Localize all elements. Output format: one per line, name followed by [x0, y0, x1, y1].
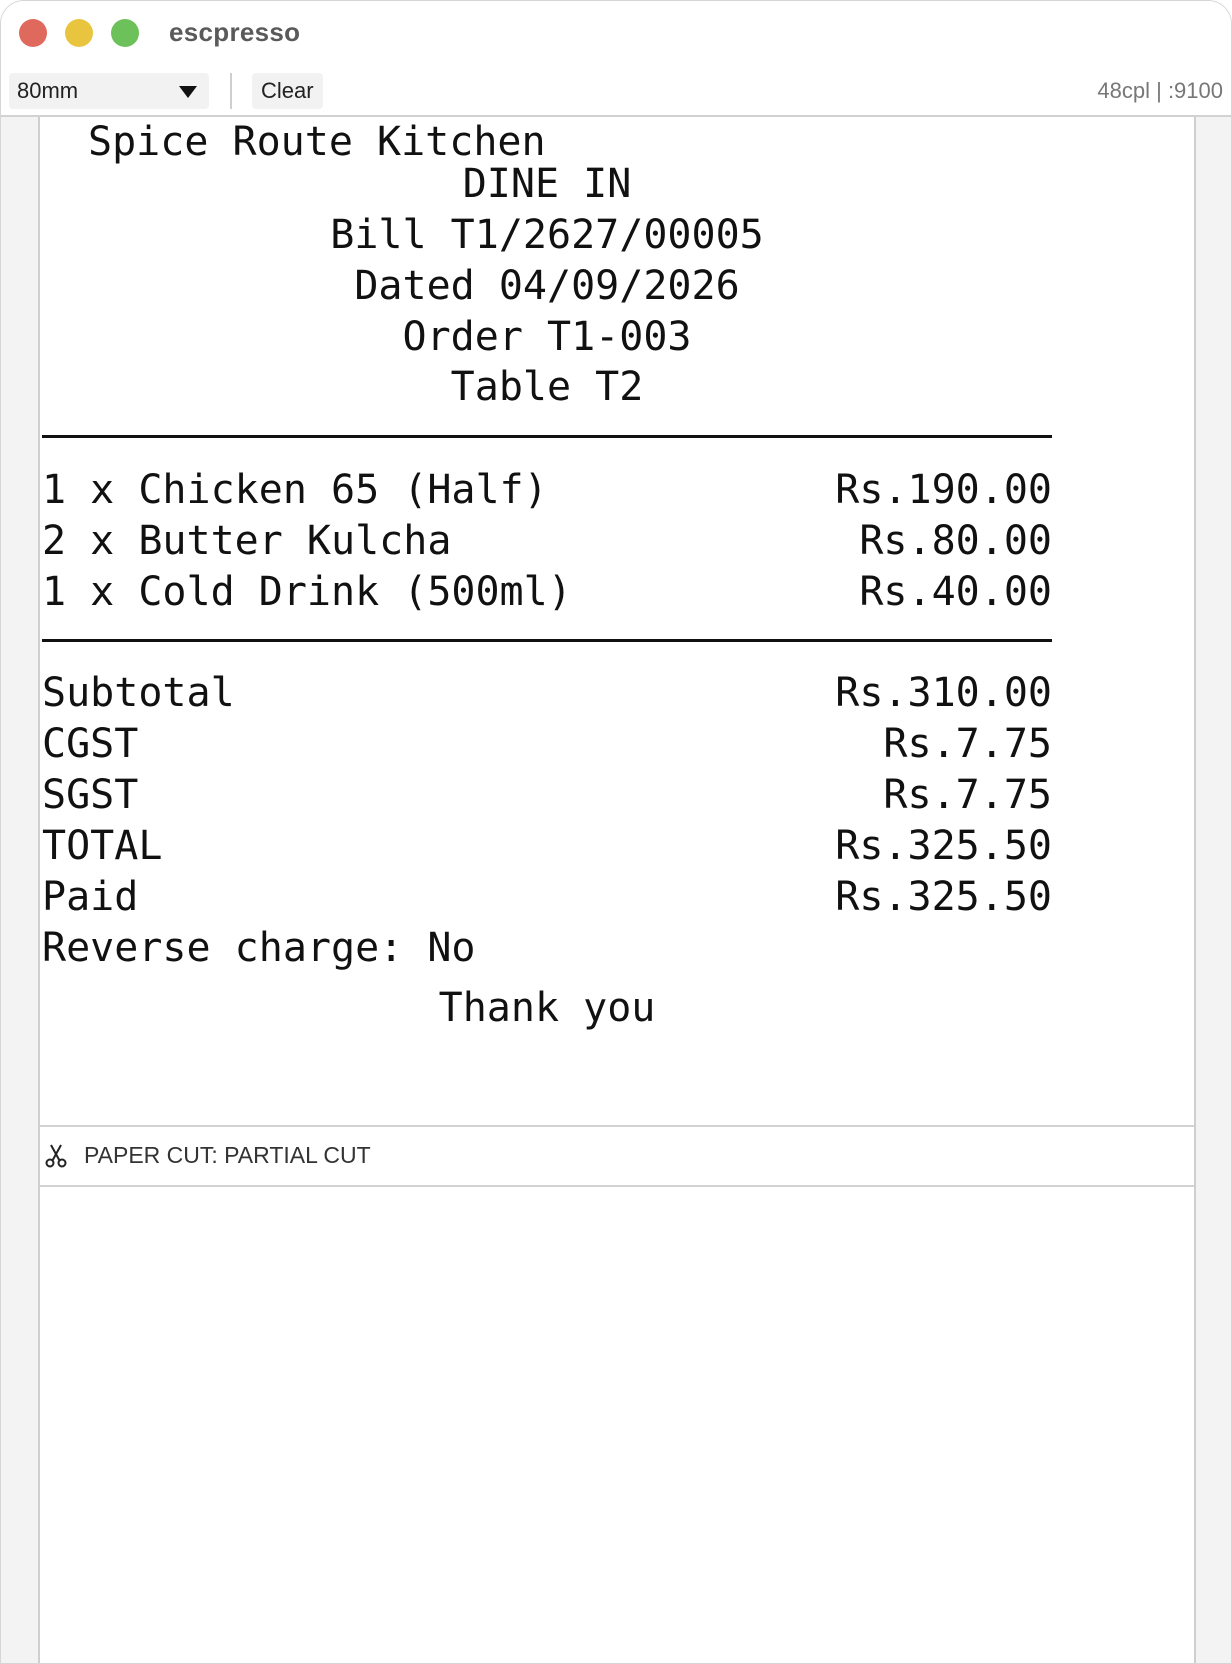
item-amount: Rs.80.00	[859, 518, 1052, 564]
item-description: 2 x Butter Kulcha	[42, 518, 452, 564]
total-amount: Rs.325.50	[835, 823, 1052, 869]
paper-cut-marker	[40, 1125, 1194, 1187]
clear-button[interactable]: Clear	[252, 73, 323, 109]
close-window-button[interactable]	[19, 19, 47, 47]
item-amount: Rs.40.00	[859, 569, 1052, 615]
scissors-icon	[44, 1143, 68, 1169]
printer-status: 48cpl | :9100	[1097, 78, 1223, 103]
minimize-window-button[interactable]	[65, 19, 93, 47]
zoom-window-button[interactable]	[111, 19, 139, 47]
thank-you: Thank you	[438, 985, 656, 1031]
window-title: escpresso	[169, 17, 301, 47]
toolbar-divider	[230, 73, 232, 109]
cgst-row	[42, 719, 1052, 769]
paper-width-value: 80mm	[17, 78, 79, 103]
total-amount: Rs.325.50	[835, 874, 1052, 920]
total-amount: Rs.310.00	[835, 670, 1052, 716]
order-number: Order T1-003	[402, 314, 692, 360]
total-label: Paid	[42, 874, 139, 920]
line-item	[42, 465, 1052, 515]
divider	[42, 639, 1052, 642]
item-amount: Rs.190.00	[835, 467, 1052, 513]
preview-area[interactable]	[1, 117, 1231, 1664]
paper-cut-label: PAPER CUT: PARTIAL CUT	[84, 1142, 371, 1168]
receipt-paper	[38, 117, 1196, 1664]
total-label: CGST	[42, 721, 139, 767]
total-label: Subtotal	[42, 670, 235, 716]
paper-width-select[interactable]	[9, 73, 209, 109]
toolbar	[1, 65, 1231, 117]
reverse-charge: Reverse charge: No	[42, 925, 476, 971]
bill-number: Bill T1/2627/00005	[330, 212, 764, 258]
paid-row	[42, 872, 1052, 922]
title-bar	[1, 1, 1231, 66]
subtotal-row	[42, 668, 1052, 718]
line-item	[42, 516, 1052, 566]
chevron-down-icon	[179, 86, 197, 98]
item-description: 1 x Chicken 65 (Half)	[42, 467, 548, 513]
restaurant-name: Spice Route Kitchen	[88, 119, 546, 165]
item-description: 1 x Cold Drink (500ml)	[42, 569, 572, 615]
total-amount: Rs.7.75	[883, 772, 1052, 818]
line-item	[42, 567, 1052, 617]
total-label: SGST	[42, 772, 139, 818]
service-type: DINE IN	[462, 161, 632, 207]
divider	[42, 435, 1052, 438]
grand-total-row	[42, 821, 1052, 871]
total-amount: Rs.7.75	[883, 721, 1052, 767]
total-label: TOTAL	[42, 823, 163, 869]
bill-date: Dated 04/09/2026	[354, 263, 740, 309]
sgst-row	[42, 770, 1052, 820]
table-number: Table T2	[450, 364, 644, 410]
